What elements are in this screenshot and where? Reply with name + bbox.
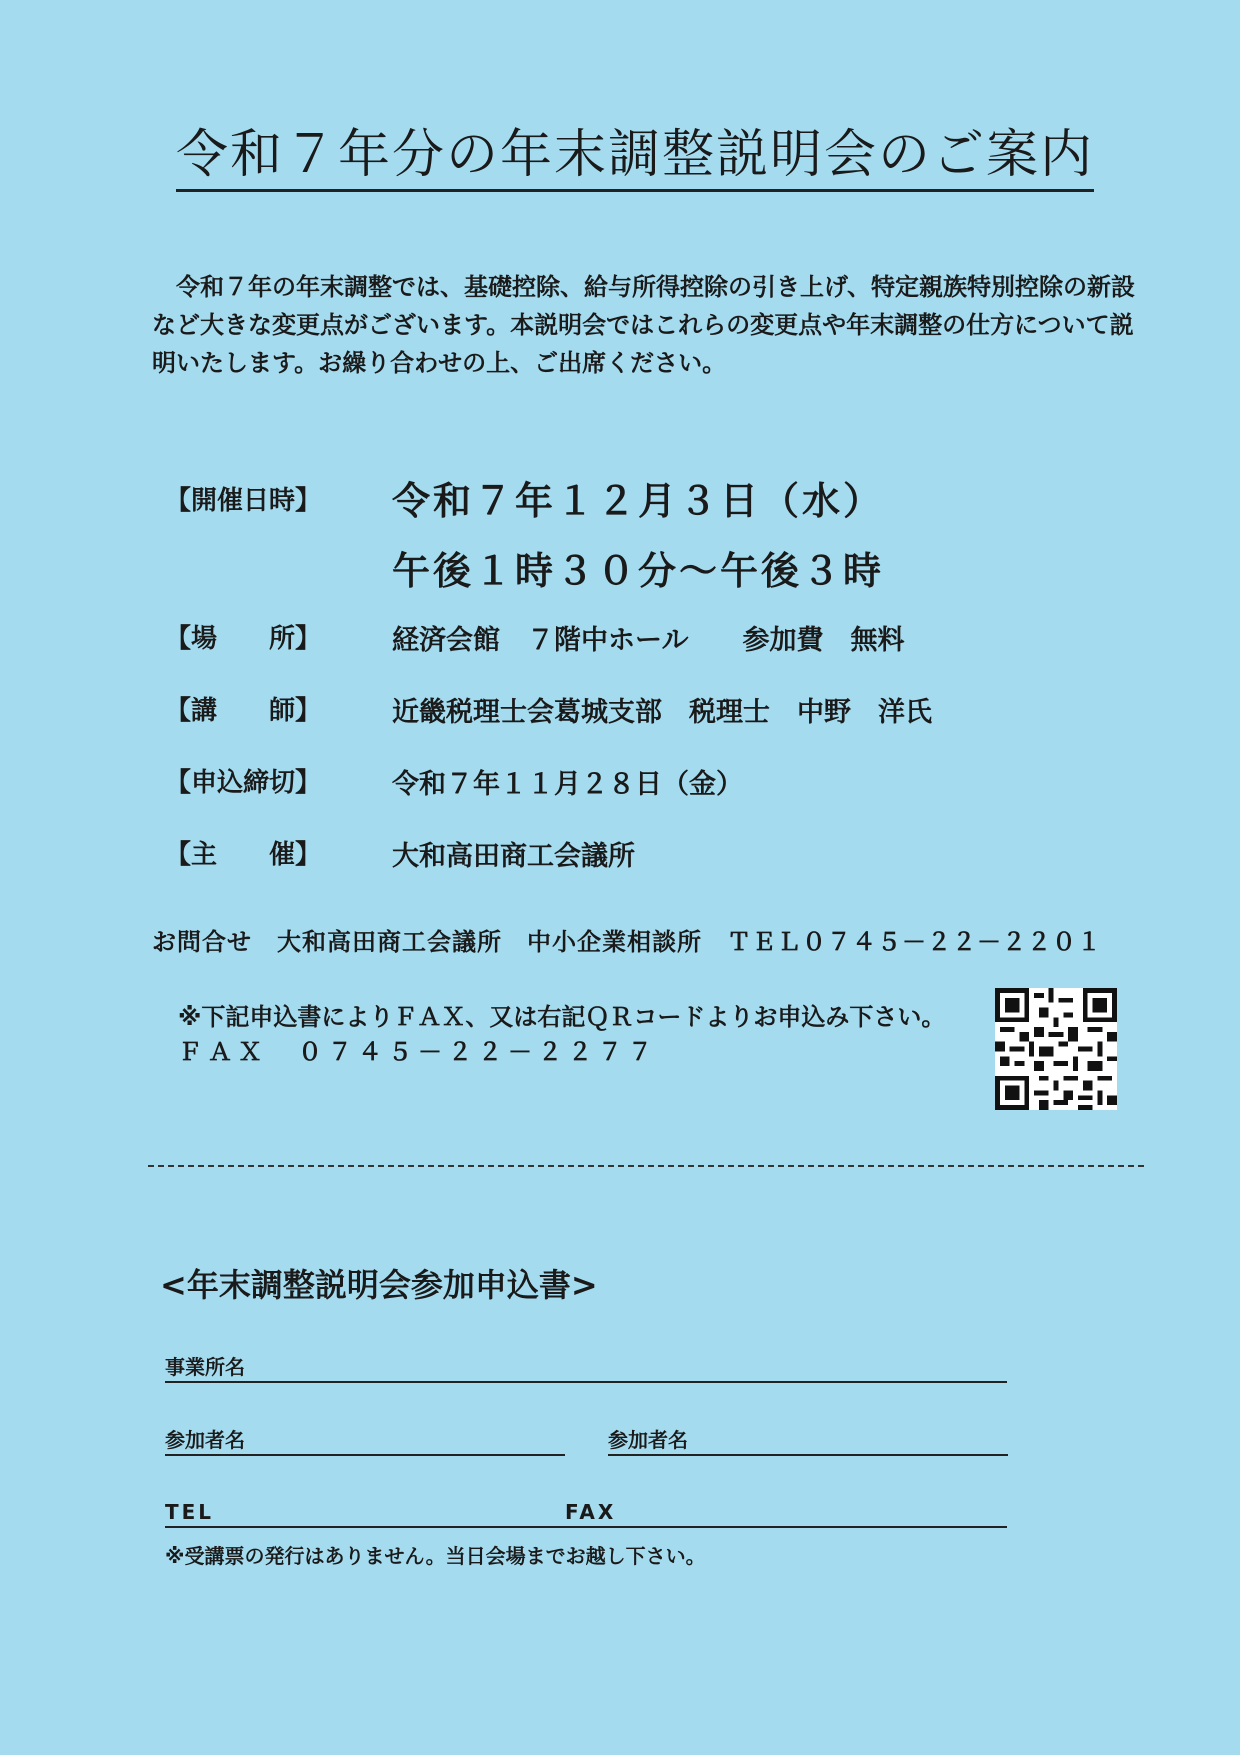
organizer-value: 大和高田商工会議所 (392, 841, 635, 872)
fax-number: ＦＡＸ ０７４５－２２－２２７７ (178, 1038, 658, 1066)
company-name-field[interactable] (165, 1355, 1007, 1383)
tel-fax-field[interactable] (165, 1500, 1007, 1528)
participant-2-field[interactable] (608, 1428, 1008, 1456)
date-label: 【開催日時】 (165, 486, 322, 516)
organizer-label: 【主 催】 (165, 840, 322, 870)
participant-2-label: 参加者名 (608, 1428, 688, 1452)
fax-label: FAX (565, 1500, 617, 1524)
lecturer-label: 【講 師】 (165, 696, 322, 726)
deadline-value: 令和７年１１月２８日（金） (392, 769, 743, 800)
place-label: 【場 所】 (165, 624, 322, 654)
lecturer-value: 近畿税理士会葛城支部 税理士 中野 洋氏 (392, 697, 932, 728)
cut-line-divider (148, 1165, 1144, 1167)
deadline-label: 【申込締切】 (165, 768, 322, 798)
time-value: 午後１時３０分～午後３時 (392, 549, 885, 593)
apply-note: ※下記申込書によりＦＡＸ、又は右記ＱＲコードよりお申込み下さい。 (178, 1003, 946, 1031)
intro-paragraph: 令和７年の年末調整では、基礎控除、給与所得控除の引き上げ、特定親族特別控除の新設など大きな変更点がございます。本説明会ではこれらの変更点や年末調整の仕方について説明いたします。お繰り合わせの上、ご出席ください。 (152, 273, 1136, 377)
place-value: 経済会館 ７階中ホール 参加費 無料 (392, 625, 905, 656)
tel-label: TEL (165, 1500, 215, 1524)
participant-1-label: 参加者名 (165, 1428, 245, 1452)
form-title: <年末調整説明会参加申込書> (160, 1266, 598, 1304)
form-footnote: ※受講票の発行はありません。当日会場までお越し下さい。 (165, 1544, 706, 1568)
company-name-label: 事業所名 (165, 1355, 245, 1379)
participant-1-field[interactable] (165, 1428, 565, 1456)
contact-line: お問合せ 大和高田商工会議所 中小企業相談所 ＴＥＬ０７４５－２２－２２０１ (152, 928, 1102, 956)
page-title: 令和７年分の年末調整説明会のご案内 (0, 112, 1240, 187)
qr-code-icon[interactable] (995, 988, 1117, 1110)
date-value: 令和７年１２月３日（水） (392, 479, 885, 523)
